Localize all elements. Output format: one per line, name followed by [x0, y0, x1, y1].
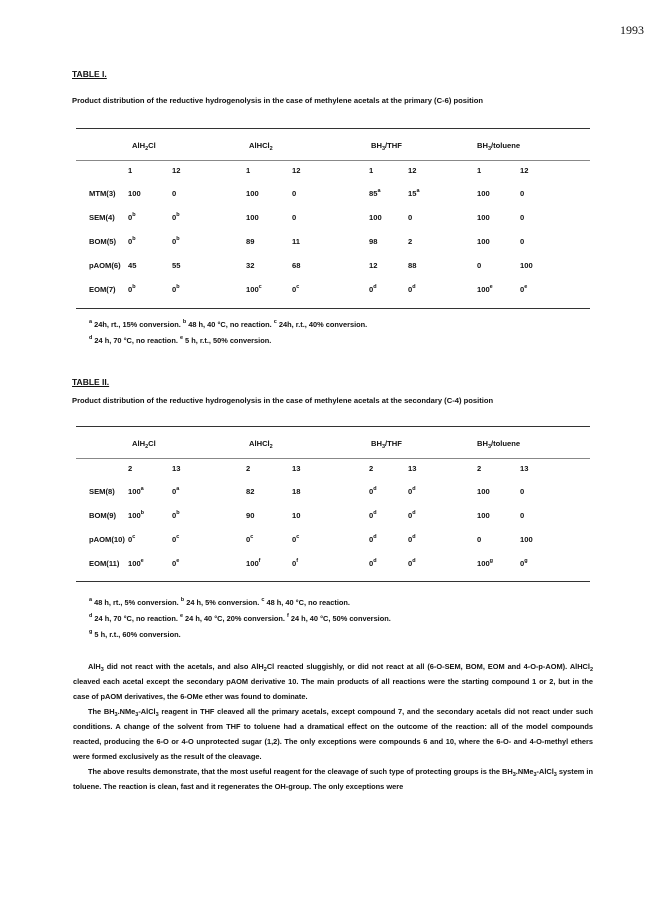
table1-cell: 45: [128, 261, 137, 270]
subscript: 3: [100, 667, 104, 673]
table1-cell: 0: [408, 213, 413, 222]
footnote-mark: b: [176, 212, 180, 218]
table1-cell: 0$^d$: [408, 284, 416, 294]
footnote-mark: d: [373, 558, 377, 564]
table1-subcol-header: 1: [128, 166, 133, 175]
table1-group-header: $BH_3$/toluene: [477, 141, 521, 152]
table1-cell: 0: [520, 237, 525, 246]
table2-caption: TABLE II.: [72, 377, 110, 387]
table2-cell: 0e: [172, 558, 180, 568]
footnote-mark: e: [489, 284, 493, 290]
table2-cell: 0$^f$: [292, 558, 299, 568]
footnote-mark: c: [273, 319, 277, 325]
subscript: 3: [487, 146, 492, 152]
table1-cell: 11: [292, 237, 301, 246]
table1-row-label: pAOM(6): [89, 261, 121, 270]
table2-group-header: AlHCl$_2$: [249, 439, 273, 450]
table1-footnote-line: $^a$ 24h, rt., 15% conversion. $^b$ 48 h, 40 °C, no reaction. $^c$ 24h, r.t., 40% conversion.: [89, 319, 368, 329]
table1-cell: 0$^b$: [172, 284, 180, 294]
footnote-mark: f: [287, 613, 289, 619]
table2-cell: 0$^d$: [408, 486, 416, 496]
subscript: 2: [269, 146, 273, 152]
table2-cell: 100$^a$: [128, 486, 144, 496]
table1-cell: 0$^b$: [172, 236, 180, 246]
table1-group-header: $BH_3$/THF: [371, 141, 402, 152]
table2-cell: 100: [477, 511, 490, 520]
table2-subcol-header: 2: [369, 464, 374, 473]
table1-rule: [76, 308, 590, 309]
table2-cell: 0: [520, 487, 525, 496]
footnote-mark: d: [412, 510, 416, 516]
footnote-mark: b: [176, 510, 180, 516]
subscript: 2: [269, 444, 273, 450]
paragraph-1: AlH$_3$ did not react with the acetals, and also AlH$_2$Cl reacted sluggishly, or did not react at all (6-O-SEM, BOM, EOM and 4-O-p-AOM). AlHCl$_2$ cleaved each acetal except the secondary pAOM derivative 10. The main products of all reactions were the starting compound 1 or 2, but in the case of pAOM derivatives, the 6-OMe ether was found to dominate.: [73, 662, 593, 701]
subscript: 2: [589, 667, 593, 673]
footnote-mark: b: [180, 597, 185, 603]
table1-cell: 0: [520, 189, 525, 198]
footnote-mark: g: [89, 629, 93, 635]
table2-cell: 100$^f$: [246, 558, 261, 568]
page-number: 1993: [620, 23, 644, 37]
table2-cell: 0: [477, 535, 482, 544]
table2-rule: [76, 581, 590, 582]
footnote-mark: b: [176, 236, 180, 242]
footnote-mark: a: [377, 188, 381, 194]
footnote-mark: a: [89, 319, 93, 325]
table2-cell: 100: [477, 487, 490, 496]
subscript: 3: [114, 712, 118, 718]
footnote-mark: e: [176, 558, 180, 564]
table1-subcol-header: 12: [408, 166, 417, 175]
table2-group-header: $BH_3$/THF: [371, 439, 402, 450]
table2-description: Product distribution of the reductive hydrogenolysis in the case of methylene acetals at the secondary (C-4) position: [72, 396, 494, 405]
table2-group-header: AlH$_2$Cl: [132, 439, 156, 450]
footnote-mark: c: [176, 534, 180, 540]
table2-row-label: pAOM(10): [89, 535, 125, 544]
table1-cell: 0: [172, 189, 177, 198]
table1-cell: 0$^b$: [128, 212, 136, 222]
table2-row-label: BOM(9): [89, 511, 116, 520]
table1-cell: 100: [369, 213, 382, 222]
footnote-mark: d: [373, 534, 377, 540]
footnote-mark: b: [132, 212, 136, 218]
table2-cell: 0: [520, 511, 525, 520]
table1-rule: [76, 128, 590, 129]
table2-subcol-header: 13: [408, 464, 417, 473]
table1-cell: 88: [408, 261, 417, 270]
footnote-mark: d: [89, 335, 93, 341]
table2-cell: 0$^a$: [172, 486, 180, 496]
footnote-mark: c: [261, 597, 265, 603]
footnote-mark: d: [373, 486, 377, 492]
table1-subcol-header: 1: [477, 166, 482, 175]
footnote-mark: f: [296, 558, 299, 564]
table2-cell: 0$^d$: [369, 486, 377, 496]
table2-row-label: EOM(11): [89, 559, 120, 568]
footnote-mark: d: [412, 486, 416, 492]
table1-group-header: AlH$_2$Cl: [132, 141, 156, 152]
table1-cell: 100: [477, 237, 490, 246]
table1-cell: 0: [477, 261, 482, 270]
table2-cell: 10: [292, 511, 301, 520]
footnote-mark: e: [524, 284, 528, 290]
table2-cell: 0$^g$: [520, 558, 528, 568]
table2-rule: [76, 426, 590, 427]
table1-cell: 100: [246, 213, 259, 222]
table1-cell: 2: [408, 237, 413, 246]
footnote-mark: b: [132, 236, 136, 242]
subscript: 3: [553, 772, 557, 778]
table1-cell: 0: [292, 213, 297, 222]
footnote-mark: e: [140, 558, 144, 564]
table1-cell: 0e: [520, 284, 528, 294]
subscript: 3: [512, 772, 516, 778]
table2-footnote-line: $^d$ 24 h, 70 °C, no reaction. $^e$ 24 h, 40 °C, 20% conversion. $^f$ 24 h, 40 °C, 50% conversion.: [89, 613, 391, 623]
table1-subcol-header: 1: [369, 166, 374, 175]
table1-caption: TABLE I.: [72, 69, 107, 79]
table1-cell: 89: [246, 237, 255, 246]
table2-cell: 0$^c$: [172, 534, 180, 544]
footnote-mark: a: [176, 486, 180, 492]
subscript: 2: [145, 444, 149, 450]
table2-cell: 0$^d$: [408, 510, 416, 520]
table1-cell: 100: [520, 261, 533, 270]
footnote-mark: a: [140, 486, 144, 492]
subscript: 3: [135, 712, 139, 718]
table2-subcol-header: 13: [292, 464, 301, 473]
table1-cell: 100: [477, 213, 490, 222]
table2-footnote-line: $^g$ 5 h, r.t., 60% conversion.: [89, 629, 181, 639]
table1-cell: 0$^b$: [172, 212, 180, 222]
footnote-mark: c: [296, 284, 300, 290]
table2-subcol-header: 2: [128, 464, 133, 473]
table1-cell: 68: [292, 261, 301, 270]
table2-cell: 90: [246, 511, 255, 520]
footnote-mark: g: [524, 558, 528, 564]
table1-cell: 100e: [477, 284, 493, 294]
table2-subcol-header: 13: [520, 464, 529, 473]
table1-row-label: MTM(3): [89, 189, 116, 198]
footnote-mark: e: [179, 613, 183, 619]
footnote-mark: d: [412, 534, 416, 540]
table1-cell: 0$^b$: [128, 236, 136, 246]
table2-cell: 0$^d$: [369, 510, 377, 520]
table2-cell: 100$^b$: [128, 510, 145, 520]
table1-footnote-line: $^d$ 24 h, 70 °C, no reaction. $^e$ 5 h, r.t., 50% conversion.: [89, 335, 272, 345]
subscript: 3: [381, 444, 386, 450]
subscript: 3: [155, 712, 159, 718]
footnote-mark: d: [373, 510, 377, 516]
table1-subcol-header: 1: [246, 166, 251, 175]
table2-row-label: SEM(8): [89, 487, 115, 496]
table2-cell: 0$^b$: [172, 510, 180, 520]
subscript: 3: [487, 444, 492, 450]
table1-rule: [76, 160, 590, 161]
table2-rule: [76, 458, 590, 459]
table1-cell: 85$^a$: [369, 188, 381, 198]
footnote-mark: b: [140, 510, 145, 516]
table2-cell: 82: [246, 487, 255, 496]
footnote-mark: c: [296, 534, 300, 540]
footnote-mark: d: [373, 284, 377, 290]
table1-row-label: BOM(5): [89, 237, 116, 246]
body-text: [73, 659, 593, 794]
table2-cell: 0$^d$: [408, 534, 416, 544]
table2-cell: 0$^d$: [369, 558, 377, 568]
footnote-mark: a: [89, 597, 93, 603]
table1-cell: 100: [128, 189, 141, 198]
subscript: 2: [145, 146, 149, 152]
footnote-mark: d: [412, 558, 416, 564]
table1-group-header: AlHCl$_2$: [249, 141, 273, 152]
table2-cell: 0$^c$: [246, 534, 254, 544]
table1-cell: 0$^b$: [128, 284, 136, 294]
footnote-mark: f: [258, 558, 261, 564]
table1-row-label: SEM(4): [89, 213, 115, 222]
table2-cell: 0$^c$: [292, 534, 300, 544]
footnote-mark: c: [132, 534, 136, 540]
table1-cell: 0: [292, 189, 297, 198]
table1-cell: 100: [477, 189, 490, 198]
table1-subcol-header: 12: [172, 166, 181, 175]
table1-cell: 100$^c$: [246, 284, 262, 294]
footnote-mark: d: [412, 284, 416, 290]
footnote-mark: b: [176, 284, 180, 290]
table2-group-header: $BH_3$/toluene: [477, 439, 521, 450]
table2-cell: 0$^c$: [128, 534, 136, 544]
subscript: 3: [381, 146, 386, 152]
footnote-mark: b: [182, 319, 187, 325]
table2-subcol-header: 2: [246, 464, 251, 473]
table1-cell: 100: [246, 189, 259, 198]
table1-cell: 55: [172, 261, 181, 270]
subscript: 2: [263, 667, 267, 673]
table2-cell: 100$^g$: [477, 558, 494, 568]
table1-description: Product distribution of the reductive hydrogenolysis in the case of methylene acetals at the primary (C-6) position: [72, 96, 483, 105]
table1-cell: 12: [369, 261, 378, 270]
paragraph-2: The $BH_3.NMe_3-AlCl_3$ reagent in THF cleaved all the primary acetals, except compound 7, and the secondary acetals did not react under such conditions. A change of the solvent from THF to toluene had a dramatical effect on the outcome of the reaction: all of the model compounds reacted, producing the 6-O or 4-O unprotected sugar (1,2). The only exceptions were compounds 6 and 10, where the 6-O- and 4-O-methyl ethers were formed exclusively as the result of the cleavage.: [73, 707, 593, 761]
table1-cell: 15$^a$: [408, 188, 420, 198]
table2-subcol-header: 13: [172, 464, 181, 473]
table2-cell: 100: [520, 535, 533, 544]
footnote-mark: g: [489, 558, 494, 564]
table1-subcol-header: 12: [520, 166, 529, 175]
footnote-mark: b: [132, 284, 136, 290]
footnote-mark: c: [258, 284, 262, 290]
table2-footnote-line: $^a$ 48 h, rt., 5% conversion. $^b$ 24 h, 5% conversion. $^c$ 48 h, 40 °C, no reaction.: [89, 597, 350, 607]
table2-cell: 100e: [128, 558, 144, 568]
table1-subcol-header: 12: [292, 166, 301, 175]
footnote-mark: e: [179, 335, 183, 341]
table1-row-label: EOM(7): [89, 285, 116, 294]
table2-subcol-header: 2: [477, 464, 482, 473]
table1-cell: 0$^c$: [292, 284, 300, 294]
paragraph-3: The above results demonstrate, that the most useful reagent for the cleavage of such type of protecting groups is the $BH_3.NMe_3-AlCl_3$ system in toluene. The reaction is clean, fast and it regenerates the OH-group. The only exceptions were: [73, 767, 594, 791]
subscript: 3: [533, 772, 537, 778]
table1-cell: 32: [246, 261, 255, 270]
footnote-mark: a: [416, 188, 420, 194]
table2-cell: 18: [292, 487, 301, 496]
table1-cell: 0: [520, 213, 525, 222]
table2-cell: 0$^d$: [408, 558, 416, 568]
footnote-mark: c: [250, 534, 254, 540]
table1-cell: 0$^d$: [369, 284, 377, 294]
table1-cell: 98: [369, 237, 378, 246]
footnote-mark: d: [89, 613, 93, 619]
table2-cell: 0$^d$: [369, 534, 377, 544]
